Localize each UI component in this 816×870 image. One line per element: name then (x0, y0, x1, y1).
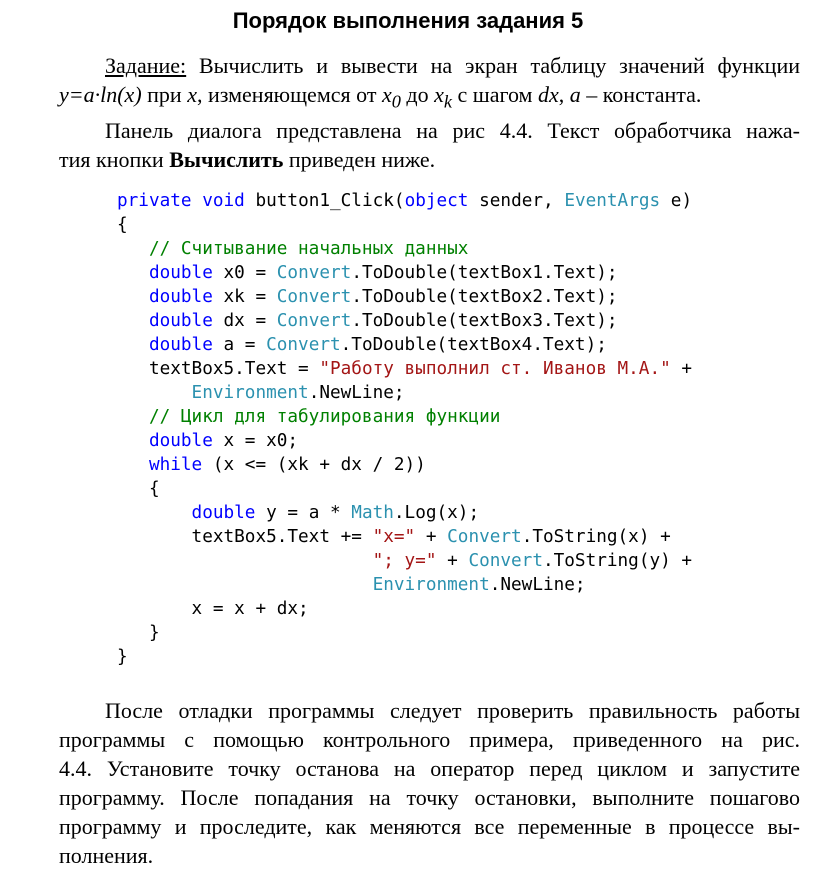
outro-line-1: После отладки программы следует проверить правильность работы (105, 698, 800, 723)
code-line: Environment.NewLine; (191, 383, 405, 403)
outro-line-6: полнения. (59, 843, 154, 868)
page-title: Порядок выполнения задания 5 (232, 8, 584, 33)
outro-line-5: программу и проследите, как меняются все переменные в процессе вы- (59, 814, 800, 839)
code-line: "; y=" + Convert.ToString(y) + (372, 551, 693, 571)
outro-line-3: 4.4. Установите точку останова на оператор перед циклом и запустите (59, 756, 800, 781)
task-label: Задание: (105, 53, 187, 78)
code-line: textBox5.Text = "Работу выполнил ст. Иванов М.А." + (148, 359, 693, 379)
formula: y=a·ln(x) (59, 82, 142, 107)
outro-line-4: программу. После попадания на точку остановки, выполните пошагово (59, 785, 800, 810)
code-line: Environment.NewLine; (372, 575, 586, 595)
code-line: while (x <= (xk + dx / 2)) (148, 455, 426, 475)
code-line: { (148, 479, 160, 499)
code-line: double a = Convert.ToDouble(textBox4.Text); (148, 335, 607, 355)
code-comment: // Считывание начальных данных (148, 239, 469, 259)
code-line: double y = a * Math.Log(x); (191, 503, 480, 523)
code-line: x = x + dx; (191, 599, 309, 619)
outro-line-2: программы с помощью контрольного примера, приведенного на рис. (59, 727, 800, 752)
code-line: textBox5.Text += "x=" + Convert.ToString(x) + (191, 527, 671, 547)
code-line: { (117, 215, 128, 235)
code-line: double dx = Convert.ToDouble(textBox3.Text); (148, 311, 618, 331)
button-name: Вычислить (169, 147, 284, 173)
intro-line-4: тия кнопки Вычислить приведен ниже. (59, 147, 436, 173)
code-line: } (148, 623, 160, 643)
intro-line-2: y=a·ln(x) при x, изменяющемся от $x_0$ до $x_k$ с шагом dx, a – константа. (59, 82, 702, 112)
code-line: double xk = Convert.ToDouble(textBox2.Text); (148, 287, 618, 307)
code-listing (117, 189, 797, 669)
code-comment: // Цикл для табулирования функции (148, 407, 501, 427)
code-line: } (117, 647, 128, 667)
intro-line-3: Панель диалога представлена на рис 4.4. Текст обработчика нажа- (105, 118, 800, 144)
intro-line-1: Задание: Вычислить и вывести на экран таблицу значений функции (105, 53, 800, 78)
code-line: private void button1_Click(object sender, EventArgs e) (117, 191, 693, 211)
intro-paragraph (59, 51, 800, 174)
outro-paragraph (59, 696, 800, 870)
code-line: double x = x0; (148, 431, 299, 451)
code-line: double x0 = Convert.ToDouble(textBox1.Text); (148, 263, 618, 283)
